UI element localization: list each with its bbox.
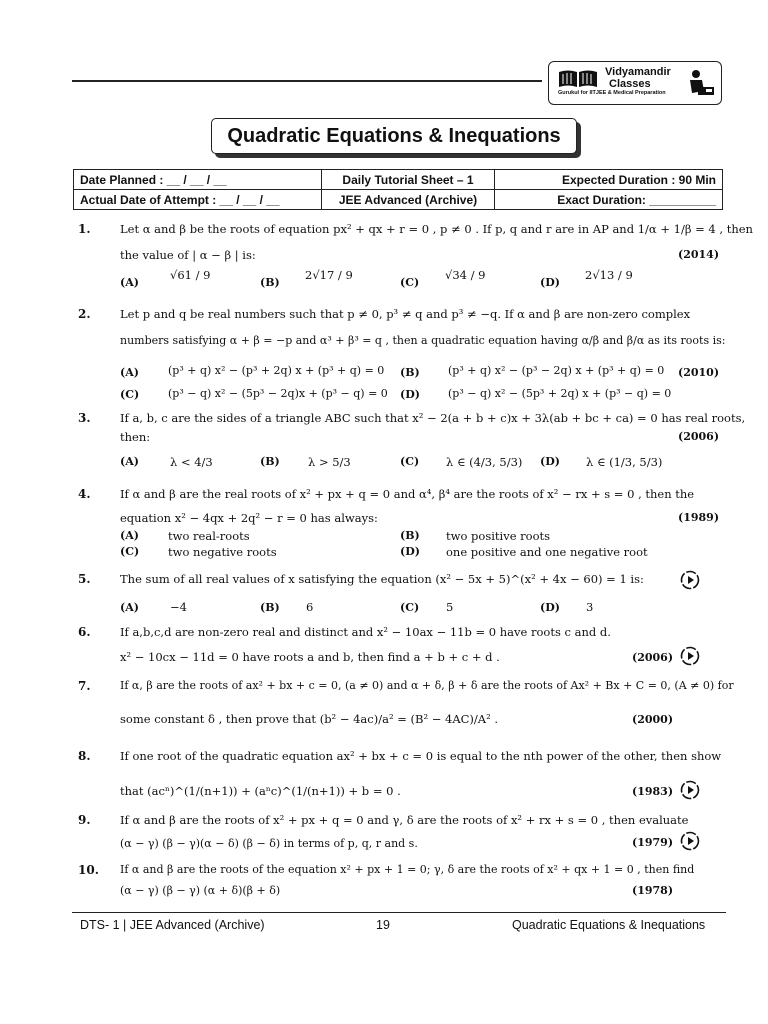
- question-number: 4.: [78, 487, 91, 501]
- option-value: (p³ + q) x² − (p³ − 2q) x + (p³ + q) = 0: [448, 364, 665, 377]
- exam-name: JEE Advanced (Archive): [322, 190, 495, 210]
- option-value: λ > 5/3: [308, 455, 351, 469]
- footer-right: Quadratic Equations & Inequations: [512, 918, 706, 932]
- video-solution-icon[interactable]: [680, 570, 700, 590]
- option-value: λ < 4/3: [170, 455, 213, 469]
- book-icon: [557, 68, 599, 88]
- question-text: If α and β are the roots of x² + px + q = 0 and γ, δ are the roots of x² + rx + s = 0 , then evaluate: [120, 813, 689, 827]
- question-text: then:: [120, 430, 151, 444]
- option-label: (A): [120, 601, 139, 614]
- question-text: some constant δ , then prove that (b² − 4ac)/a² = (B² − 4AC)/A² .: [120, 712, 499, 726]
- option-label: (D): [400, 545, 420, 558]
- question-number: 1.: [78, 222, 91, 236]
- option-value: λ ∈ (1/3, 5/3): [586, 455, 663, 469]
- question-text: x² − 10cx − 11d = 0 have roots a and b, then find a + b + c + d .: [120, 650, 500, 664]
- question-year: (1979): [632, 836, 674, 849]
- option-value: one positive and one negative root: [446, 545, 648, 559]
- page-title: Quadratic Equations & Inequations: [211, 118, 577, 154]
- question-year: (1978): [632, 884, 674, 897]
- page-number: 19: [376, 918, 390, 932]
- question-text: that (acⁿ)^(1/(n+1)) + (aⁿc)^(1/(n+1)) + b = 0 .: [120, 784, 401, 798]
- option-value: (p³ − q) x² − (5p³ + 2q) x + (p³ − q) = 0: [448, 387, 672, 400]
- expected-duration: Expected Duration : 90 Min: [495, 170, 723, 190]
- option-value: −4: [170, 600, 187, 614]
- question-text: (α − γ) (β − γ) (α + δ)(β + δ): [120, 884, 281, 897]
- question-text: If α and β are the roots of the equation x² + px + 1 = 0; γ, δ are the roots of x² + qx + 1 = 0 , then find: [120, 863, 695, 876]
- option-label: (A): [120, 455, 139, 468]
- option-label: (D): [540, 276, 560, 289]
- question-number: 10.: [78, 863, 99, 877]
- question-text: the value of | α − β | is:: [120, 248, 256, 262]
- video-solution-icon[interactable]: [680, 831, 700, 851]
- option-value: (p³ + q) x² − (p³ + 2q) x + (p³ + q) = 0: [168, 364, 385, 377]
- option-value: two real-roots: [168, 529, 250, 543]
- option-value: two positive roots: [446, 529, 551, 543]
- question-number: 7.: [78, 679, 91, 693]
- option-value: 5: [446, 600, 454, 614]
- option-value: 6: [306, 600, 314, 614]
- question-text: If α, β are the roots of ax² + bx + c = 0, (a ≠ 0) and α + δ, β + δ are the roots of Ax² + Bx + C = 0, (A ≠ 0) for: [120, 679, 734, 692]
- brand-name: Vidyamandir Classes: [605, 66, 671, 90]
- question-text: (α − γ) (β − γ)(α − δ) (β − δ) in terms of p, q, r and s.: [120, 837, 418, 850]
- option-value: (p³ − q) x² − (5p³ − 2q)x + (p³ − q) = 0: [168, 387, 388, 400]
- option-label: (A): [120, 529, 139, 542]
- option-label: (B): [260, 276, 280, 289]
- video-solution-icon[interactable]: [680, 780, 700, 800]
- question-text: If α and β are the real roots of x² + px + q = 0 and α⁴, β⁴ are the roots of x² − rx + s = 0 , then the: [120, 487, 695, 501]
- question-text: Let α and β be the roots of equation px² + qx + r = 0 , p ≠ 0 . If p, q and r are in AP and 1/α + 1/β = 4 , then: [120, 222, 753, 236]
- question-year: (1983): [632, 785, 674, 798]
- question-number: 9.: [78, 813, 91, 827]
- student-figure-icon: [684, 67, 716, 99]
- question-number: 2.: [78, 307, 91, 321]
- option-value: 3: [586, 600, 594, 614]
- question-text: If a,b,c,d are non-zero real and distinct and x² − 10ax − 11b = 0 have roots c and d.: [120, 625, 611, 639]
- header-table: [73, 169, 723, 210]
- question-number: 6.: [78, 625, 91, 639]
- option-label: (C): [400, 601, 420, 614]
- question-number: 3.: [78, 411, 91, 425]
- option-label: (A): [120, 366, 139, 379]
- brand-tagline: Gurukul for IITJEE & Medical Preparation: [558, 90, 666, 96]
- option-label: (B): [260, 601, 280, 614]
- question-year: (2010): [678, 366, 720, 379]
- option-value: √34 / 9: [445, 268, 486, 282]
- option-value: √61 / 9: [170, 268, 211, 282]
- question-number: 5.: [78, 572, 91, 586]
- question-number: 8.: [78, 749, 91, 763]
- question-year: (1989): [678, 511, 720, 524]
- option-label: (B): [400, 366, 420, 379]
- footer-rule: [72, 912, 726, 913]
- question-text: equation x² − 4qx + 2q² − r = 0 has always:: [120, 511, 378, 525]
- sheet-name: Daily Tutorial Sheet – 1: [322, 170, 495, 190]
- question-year: (2014): [678, 248, 720, 261]
- footer-left: DTS- 1 | JEE Advanced (Archive): [80, 918, 265, 932]
- question-text: The sum of all real values of x satisfying the equation (x² − 5x + 5)^(x² + 4x − 60) = 1 is:: [120, 572, 644, 586]
- question-text: Let p and q be real numbers such that p ≠ 0, p³ ≠ q and p³ ≠ −q. If α and β are non-zero complex: [120, 307, 691, 321]
- question-year: (2006): [632, 651, 674, 664]
- option-label: (B): [400, 529, 420, 542]
- option-value: two negative roots: [168, 545, 277, 559]
- question-year: (2000): [632, 713, 674, 726]
- option-label: (B): [260, 455, 280, 468]
- date-planned: Date Planned : __ / __ / __: [74, 170, 322, 190]
- option-label: (D): [540, 455, 560, 468]
- option-label: (D): [540, 601, 560, 614]
- actual-date: Actual Date of Attempt : __ / __ / __: [74, 190, 322, 210]
- question-year: (2006): [678, 430, 720, 443]
- header-rule: [72, 80, 542, 82]
- option-label: (D): [400, 388, 420, 401]
- option-label: (A): [120, 276, 139, 289]
- option-value: 2√17 / 9: [305, 268, 353, 282]
- question-text: If one root of the quadratic equation ax² + bx + c = 0 is equal to the nth power of the other, then show: [120, 749, 722, 763]
- option-label: (C): [400, 455, 420, 468]
- question-text: numbers satisfying α + β = −p and α³ + β³ = q , then a quadratic equation having α/β and β/α as its roots is:: [120, 334, 726, 347]
- video-solution-icon[interactable]: [680, 646, 700, 666]
- question-text: If a, b, c are the sides of a triangle ABC such that x² − 2(a + b + c)x + 3λ(ab + bc + ca) = 0 has real roots,: [120, 411, 746, 425]
- option-value: λ ∈ (4/3, 5/3): [446, 455, 523, 469]
- option-value: 2√13 / 9: [585, 268, 633, 282]
- exact-duration: Exact Duration: __________: [495, 190, 723, 210]
- option-label: (C): [120, 545, 140, 558]
- option-label: (C): [120, 388, 140, 401]
- option-label: (C): [400, 276, 420, 289]
- logo: [548, 61, 722, 105]
